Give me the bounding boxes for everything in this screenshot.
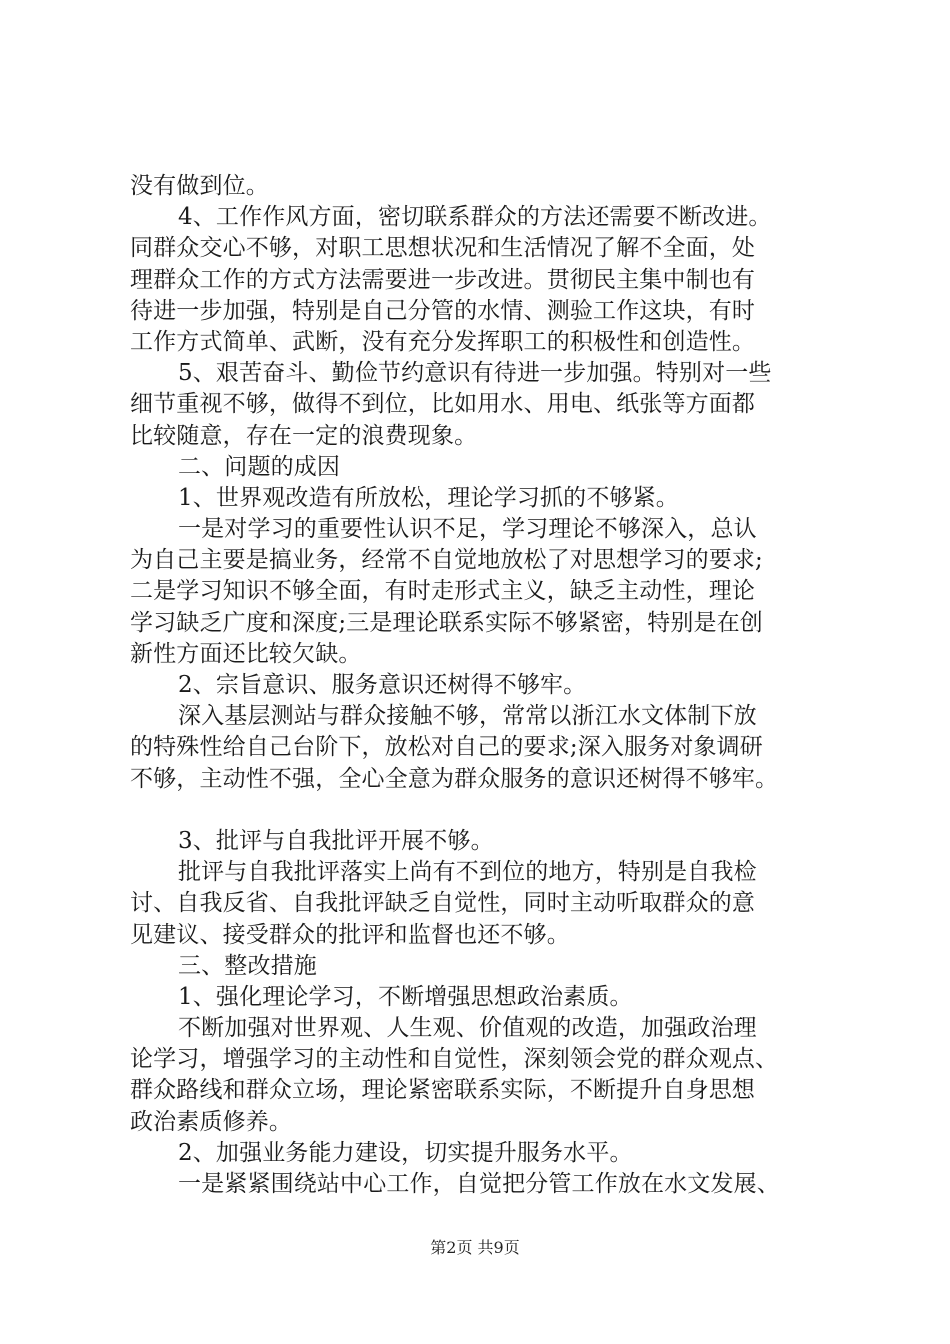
page-footer: 第2页 共9页: [430, 1238, 520, 1257]
text-line: 为自己主要是搞业务，经常不自觉地放松了对思想学习的要求;: [130, 547, 763, 574]
text-line: 4、工作作风方面，密切联系群众的方法还需要不断改进。: [178, 204, 772, 231]
text-line: 3、批评与自我批评开展不够。: [178, 827, 494, 854]
text-line: 细节重视不够，做得不到位，比如用水、用电、纸张等方面都: [130, 391, 756, 418]
text-line: 的特殊性给自己台阶下，放松对自己的要求;深入服务对象调研: [130, 734, 763, 761]
text-line: 讨、自我反省、自我批评缺乏自觉性，同时主动听取群众的意: [130, 890, 756, 917]
text-line: 政治素质修养。: [130, 1108, 293, 1135]
text-line: 工作方式简单、武断，没有充分发挥职工的积极性和创造性。: [130, 328, 756, 355]
text-line: 见建议、接受群众的批评和监督也还不够。: [130, 921, 570, 948]
text-line: 群众路线和群众立场，理论紧密联系实际，不断提升自身思想: [130, 1077, 756, 1104]
text-line: 不断加强对世界观、人生观、价值观的改造，加强政治理: [178, 1015, 757, 1042]
text-line: 2、加强业务能力建设，切实提升服务水平。: [178, 1139, 633, 1166]
text-line: 没有做到位。: [130, 173, 269, 199]
text-line: 1、世界观改造有所放松，理论学习抓的不够紧。: [178, 484, 679, 511]
text-line: 二、问题的成因: [178, 453, 341, 480]
text-line: 不够，主动性不强，全心全意为群众服务的意识还树得不够牢。: [130, 765, 779, 792]
text-line: 三、整改措施: [178, 952, 317, 979]
text-line: 二是学习知识不够全面，有时走形式主义，缺乏主动性，理论: [130, 578, 756, 605]
text-line: 2、宗旨意识、服务意识还树得不够牢。: [178, 672, 587, 698]
blank-line: [130, 795, 850, 826]
text-line: 1、强化理论学习，不断增强思想政治素质。: [178, 983, 633, 1010]
text-line: 待进一步加强，特别是自己分管的水情、测验工作这块，有时: [130, 297, 756, 324]
text-line: 深入基层测站与群众接触不够，常常以浙江水文体制下放: [178, 703, 757, 730]
text-line: 批评与自我批评落实上尚有不到位的地方，特别是自我检: [178, 859, 757, 886]
text-line: 理群众工作的方式方法需要进一步改进。贯彻民主集中制也有: [130, 266, 756, 293]
text-line: 一是紧紧围绕站中心工作，自觉把分管工作放在水文发展、: [178, 1171, 780, 1197]
text-line: 5、艰苦奋斗、勤俭节约意识有待进一步加强。特别对一些: [178, 360, 772, 387]
text-line: 同群众交心不够，对职工思想状况和生活情况了解不全面，处: [130, 235, 756, 262]
text-line: 论学习，增强学习的主动性和自觉性，深刻领会党的群众观点、: [130, 1046, 779, 1073]
document-body: [130, 171, 850, 1200]
text-line: 新性方面还比较欠缺。: [130, 640, 362, 667]
text-line: 学习缺乏广度和深度;三是理论联系实际不够紧密，特别是在创: [130, 609, 763, 636]
text-line: 一是对学习的重要性认识不足，学习理论不够深入，总认: [178, 516, 757, 543]
text-line: 比较随意，存在一定的浪费现象。: [130, 422, 478, 449]
